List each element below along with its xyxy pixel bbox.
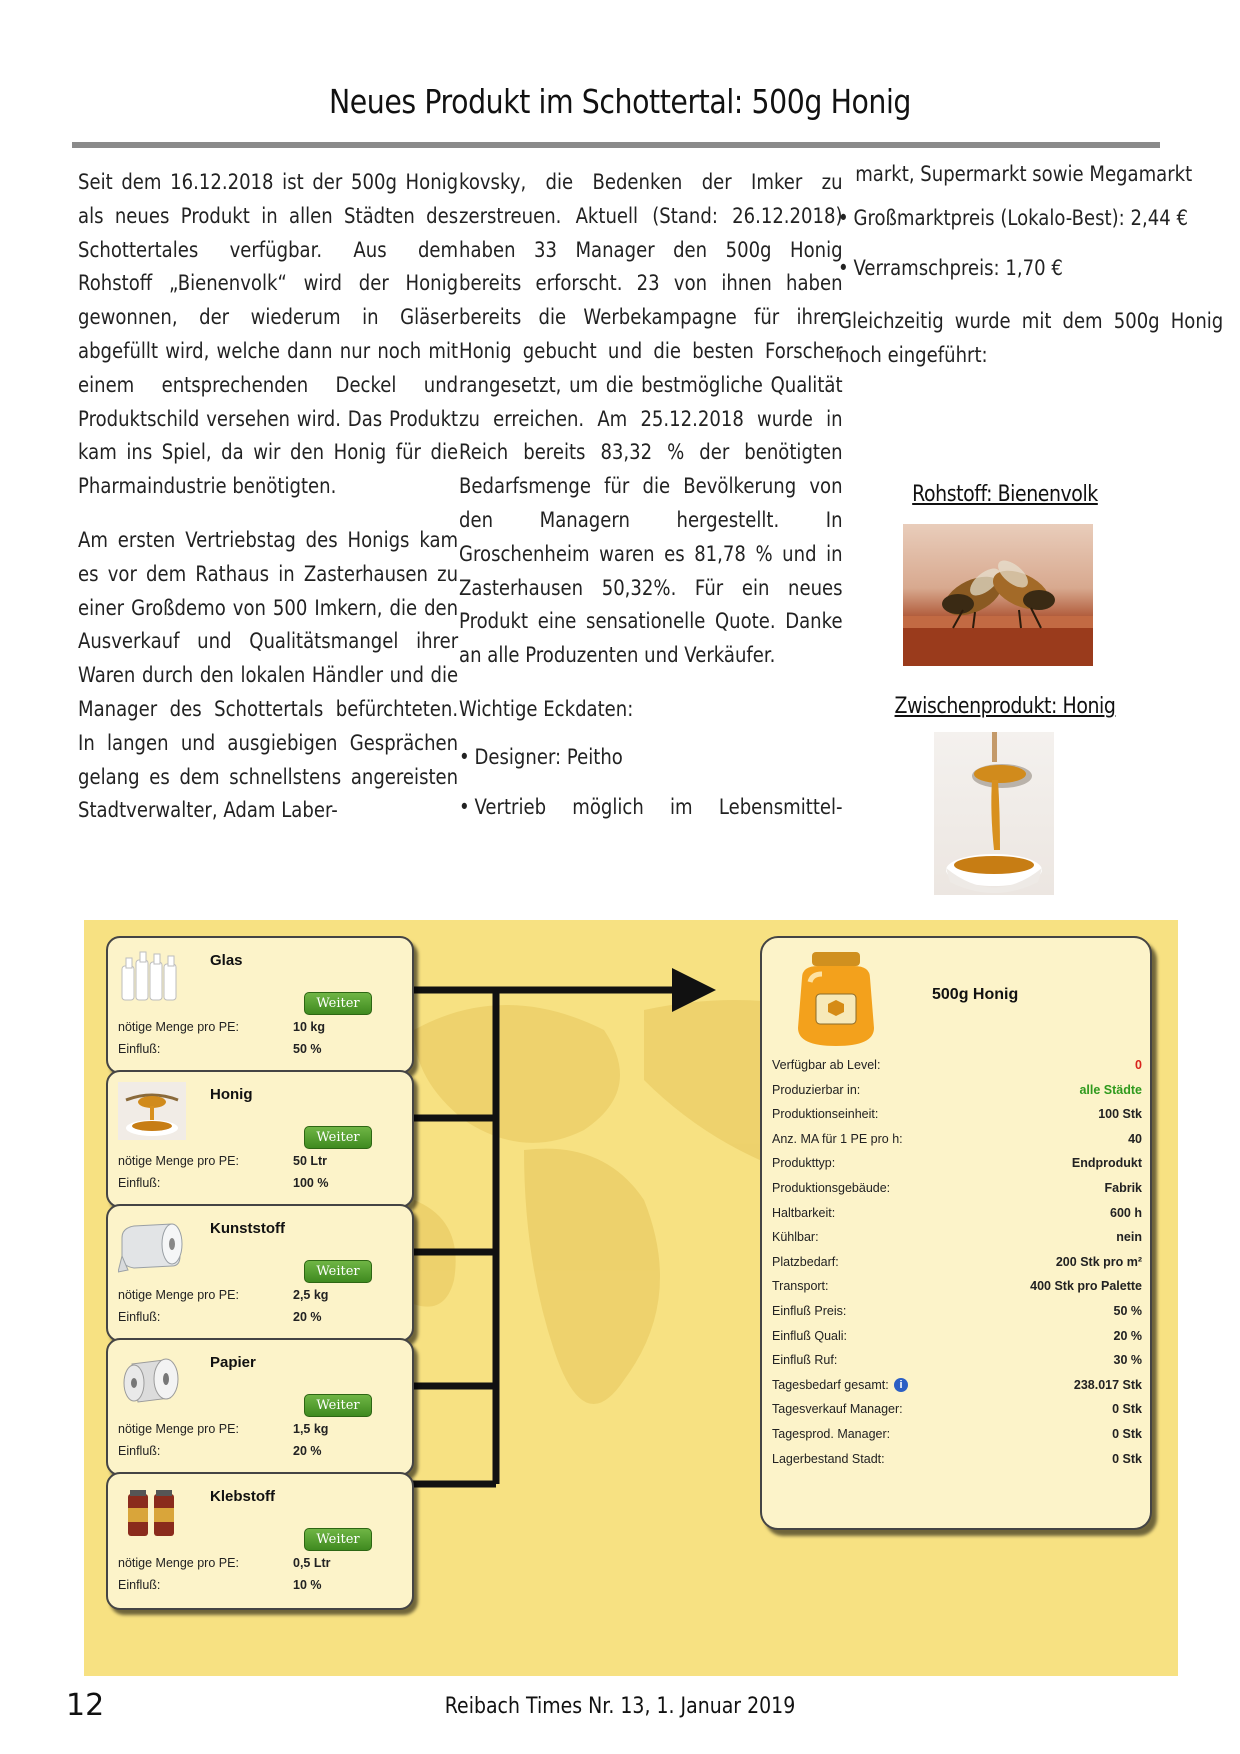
section-title-rohstoff: Rohstoff: Bienenvolk — [912, 482, 1098, 507]
influence-label: Einfluß: — [118, 1444, 161, 1458]
detail-value: Fabrik — [1104, 1181, 1142, 1195]
ingredient-name: Glas — [210, 952, 243, 969]
product-detail-row — [772, 1058, 1142, 1078]
honey-bowl-icon — [118, 1082, 186, 1140]
product-detail-row — [772, 1132, 1142, 1152]
column-3 — [838, 158, 1224, 393]
ingredient-card-papier — [106, 1338, 414, 1476]
plastic-roll-icon — [118, 1216, 186, 1274]
detail-value: nein — [1116, 1230, 1142, 1245]
honey-spoon-photo — [934, 732, 1054, 895]
product-detail-row — [772, 1378, 1142, 1398]
detail-value: 238.017 Stk — [1073, 1377, 1142, 1392]
product-detail-row — [772, 1353, 1142, 1373]
detail-label: Produktionseinheit: — [772, 1107, 879, 1122]
product-detail-row — [772, 1206, 1142, 1226]
product-detail-row — [772, 1452, 1142, 1472]
product-detail-row — [772, 1427, 1142, 1447]
list-item: • Designer: Peitho — [459, 741, 843, 775]
qty-label: nötige Menge pro PE: — [118, 1556, 239, 1570]
detail-value: 50 % — [1113, 1304, 1142, 1318]
weiter-button[interactable]: Weiter — [304, 1528, 372, 1551]
detail-value: 0 Stk — [1112, 1402, 1142, 1417]
section-title-zwischenprodukt: Zwischenprodukt: Honig — [894, 694, 1116, 719]
list-item: • Vertrieb möglich im Lebensmittel- — [459, 791, 843, 825]
ingredient-card-glas — [106, 936, 414, 1074]
detail-value: 400 Stk pro Palette — [1030, 1279, 1142, 1294]
qty-label: nötige Menge pro PE: — [118, 1288, 239, 1302]
detail-label: Anz. MA für 1 PE pro h: — [772, 1131, 903, 1146]
ingredient-card-kunststoff — [106, 1204, 414, 1342]
product-detail-row — [772, 1181, 1142, 1201]
detail-value: 600 h — [1110, 1205, 1142, 1220]
price-list — [838, 202, 1223, 286]
ingredient-card-klebstoff — [106, 1472, 414, 1610]
detail-value: 200 Stk pro m² — [1055, 1254, 1142, 1269]
detail-label: Einfluß Ruf: — [772, 1353, 838, 1368]
detail-value: 0 Stk — [1112, 1427, 1142, 1441]
column-2 — [459, 166, 843, 840]
ingredient-card-honig — [106, 1070, 414, 1208]
influence-label: Einfluß: — [118, 1176, 161, 1190]
product-card — [760, 936, 1152, 1530]
influence-label: Einfluß: — [118, 1042, 161, 1056]
production-chain-panel — [84, 920, 1178, 1676]
influence-label: Einfluß: — [118, 1310, 161, 1324]
detail-label: Tagesbedarf gesamt: — [772, 1377, 889, 1392]
product-detail-row — [772, 1402, 1142, 1422]
paragraph: Seit dem 16.12.2018 ist der 500g Honig als neues Produkt in allen Städten des Schottertales verfügbar. Aus dem Rohstoff „Bienenvolk“ wird der Honig gewonnen, der wiederum in Gläser abgefüllt wird, welche dann nur noch mit einem entsprechenden Deckel und Produktschild versehen wird. Das Produkt kam ins Spiel, da wir den Honig für die Pharmaindustrie benötigten. — [78, 170, 459, 499]
product-detail-row — [772, 1230, 1142, 1250]
detail-label: Tagesverkauf Manager: — [772, 1402, 903, 1417]
product-detail-row — [772, 1329, 1142, 1349]
detail-value: Endprodukt — [1071, 1156, 1142, 1171]
honey-jar-icon — [788, 948, 884, 1050]
qty-value: 1,5 kg — [293, 1422, 329, 1436]
qty-value: 50 Ltr — [293, 1154, 328, 1168]
detail-value: alle Städte — [1079, 1082, 1142, 1097]
weiter-button[interactable]: Weiter — [304, 1394, 372, 1417]
qty-value: 2,5 kg — [293, 1288, 329, 1302]
paragraph: Gleichzeitig wurde mit dem 500g Honig noch eingeführt: — [838, 309, 1224, 368]
influence-value: 10 % — [293, 1578, 322, 1592]
paragraph: kovsky, die Bedenken der Imker zu zerstreuen. Aktuell (Stand: 26.12.2018) haben 33 Manager den 500g Honig bereits erforscht. 23 von ihnen haben bereits die Werbekampagne für ihren Honig gebucht und die besten Forscher rangesetzt, um die bestmögliche Qualität zu erreichen. Am 25.12.2018 wurde in Reich bereits 83,32 % der benötigten Bedarfsmenge für die Bevölkerung von den Managern hergestellt. In Groschenheim waren es 81,78 % und in Zasterhausen 50,32%. Für ein neues Produkt eine sensationelle Quote. Danke an alle Produzenten und Verkäufer. — [459, 170, 843, 668]
influence-value: 100 % — [293, 1176, 329, 1190]
product-detail-row — [772, 1156, 1142, 1176]
weiter-button[interactable]: Weiter — [304, 992, 372, 1015]
qty-label: nötige Menge pro PE: — [118, 1422, 239, 1436]
qty-label: nötige Menge pro PE: — [118, 1020, 239, 1034]
influence-label: Einfluß: — [118, 1578, 161, 1592]
paper-roll-icon — [118, 1350, 186, 1408]
detail-label: Platzbedarf: — [772, 1254, 839, 1269]
qty-value: 10 kg — [293, 1020, 325, 1034]
product-name: 500g Honig — [932, 986, 1019, 1003]
detail-label: Produzierbar in: — [772, 1082, 861, 1097]
paragraph: Am ersten Vertriebstag des Honigs kam es vor dem Rathaus in Zasterhausen zu einer Großdemo von 500 Imkern, die den Ausverkauf und Qualitätsmangel ihrer Waren durch den lokalen Händler und die Manager des Schottertals befürchteten. In langen und ausgiebigen Gesprächen gelang es dem schnellstens angereisten Stadtverwalter, Adam Laber- — [78, 527, 459, 823]
paragraph: markt, Supermarkt sowie Megamarkt — [855, 162, 1193, 186]
detail-value: 20 % — [1113, 1328, 1142, 1343]
product-detail-row — [772, 1107, 1142, 1127]
list-item: • Großmarktpreis (Lokalo-Best): 2,44 € — [838, 202, 1223, 236]
detail-value: 0 Stk — [1112, 1451, 1142, 1466]
detail-label: Einfluß Preis: — [772, 1304, 847, 1318]
influence-value: 20 % — [293, 1444, 322, 1458]
glass-jars-icon — [118, 948, 186, 1006]
qty-value: 0,5 Ltr — [293, 1556, 331, 1570]
detail-label: Verfügbar ab Level: — [772, 1058, 881, 1072]
ingredient-name: Kunststoff — [210, 1220, 285, 1237]
ingredient-name: Klebstoff — [210, 1488, 275, 1505]
weiter-button[interactable]: Weiter — [304, 1260, 372, 1283]
footer-issue: Reibach Times Nr. 13, 1. Januar 2019 — [444, 1694, 796, 1719]
influence-value: 50 % — [293, 1042, 322, 1056]
detail-label: Lagerbestand Stadt: — [772, 1451, 885, 1466]
detail-label: Produkttyp: — [772, 1156, 836, 1171]
detail-value: 30 % — [1113, 1353, 1142, 1368]
info-icon[interactable]: i — [894, 1378, 908, 1392]
key-facts-list — [459, 741, 843, 825]
bees-photo — [903, 524, 1093, 666]
influence-value: 20 % — [293, 1310, 322, 1324]
article-title: Neues Produkt im Schottertal: 500g Honig — [328, 82, 912, 121]
weiter-button[interactable]: Weiter — [304, 1126, 372, 1149]
detail-label: Transport: — [772, 1279, 829, 1294]
column-1 — [78, 166, 458, 848]
qty-label: nötige Menge pro PE: — [118, 1154, 239, 1168]
detail-label: Kühlbar: — [772, 1230, 819, 1245]
product-detail-row — [772, 1255, 1142, 1275]
detail-value: 40 — [1128, 1131, 1142, 1146]
detail-label: Tagesprod. Manager: — [772, 1427, 891, 1441]
paragraph: Wichtige Eckdaten: — [459, 696, 634, 721]
list-item: • Verramschpreis: 1,70 € — [838, 252, 1223, 286]
detail-value: 100 Stk — [1098, 1107, 1142, 1122]
detail-label: Haltbarkeit: — [772, 1205, 836, 1220]
detail-label: Einfluß Quali: — [772, 1328, 848, 1343]
product-detail-row — [772, 1083, 1142, 1103]
detail-value: 0 — [1135, 1058, 1142, 1072]
detail-label: Produktionsgebäude: — [772, 1181, 891, 1195]
ingredient-name: Papier — [210, 1354, 256, 1371]
product-detail-row — [772, 1279, 1142, 1299]
page-number: 12 — [66, 1688, 105, 1723]
glue-cans-icon — [118, 1484, 186, 1542]
ingredient-name: Honig — [210, 1086, 253, 1103]
title-divider — [72, 142, 1160, 148]
product-detail-row — [772, 1304, 1142, 1324]
